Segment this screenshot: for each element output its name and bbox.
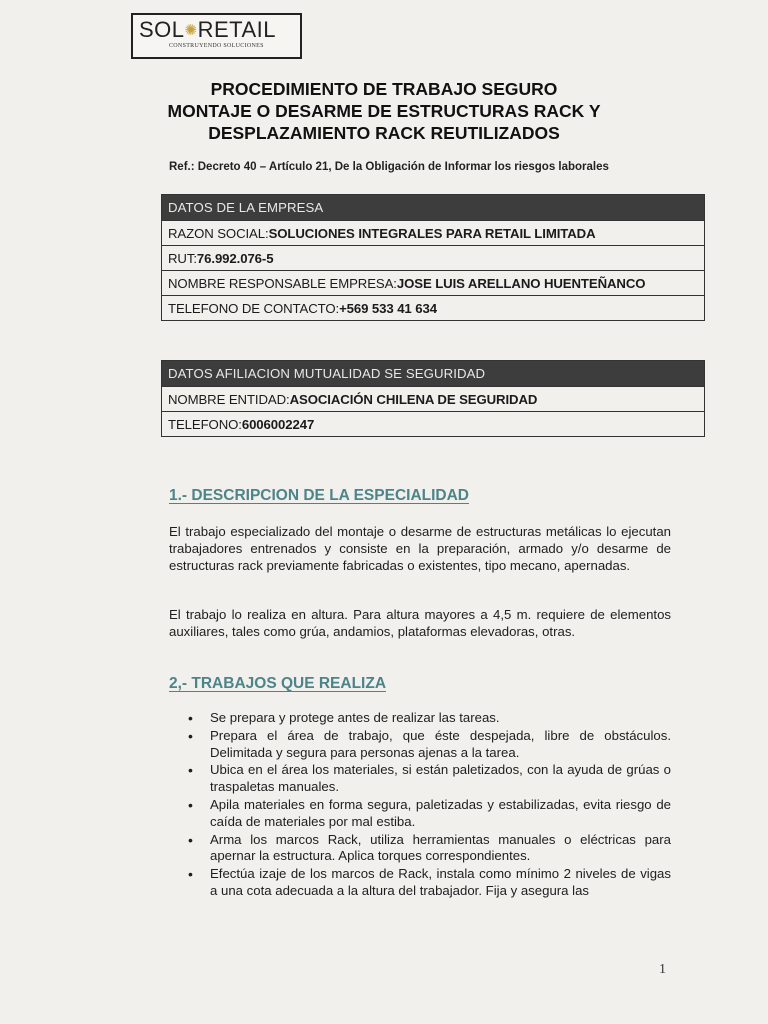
logo-wordmark [139, 17, 276, 44]
field-label: RAZON SOCIAL: [168, 225, 269, 241]
company-data-table [161, 194, 705, 321]
table-row [162, 296, 705, 321]
list-item: • Se prepara y protege antes de realizar las tareas. [169, 710, 671, 727]
table-row [162, 387, 705, 412]
legal-reference: Ref.: Decreto 40 – Artículo 21, De la Obligación de Informar los riesgos laborales [169, 161, 609, 173]
field-value: SOLUCIONES INTEGRALES PARA RETAIL LIMITADA [268, 225, 596, 241]
logo-name-left: SOL [139, 17, 185, 42]
description-paragraph-2: El trabajo lo realiza en altura. Para altura mayores a 4,5 m. requiere de elementos auxiliares, tales como grúa, andamios, plataformas elevadoras, otras. [169, 607, 671, 639]
field-value: ASOCIACIÓN CHILENA DE SEGURIDAD [289, 391, 538, 407]
field-value: 76.992.076-5 [196, 250, 274, 266]
table-row [162, 412, 705, 437]
field-label: RUT: [168, 250, 197, 266]
table-row [162, 271, 705, 296]
company-logo [131, 13, 302, 59]
title-line-2: MONTAJE O DESARME DE ESTRUCTURAS RACK Y [167, 101, 601, 121]
table-row [162, 221, 705, 246]
field-label: TELEFONO DE CONTACTO: [168, 300, 340, 316]
logo-tagline: CONSTRUYENDO SOLUCIONES [169, 43, 264, 49]
field-label: NOMBRE ENTIDAD: [168, 391, 290, 407]
document-title [0, 78, 768, 144]
company-table-header: DATOS DE LA EMPRESA [162, 195, 705, 221]
list-item: • Arma los marcos Rack, utiliza herramientas manuales o eléctricas para apernar la estructura. Aplica torques correspondientes. [169, 832, 671, 866]
list-item: • Apila materiales en forma segura, paletizadas y estabilizadas, evita riesgo de caída de materiales por mal estiba. [169, 797, 671, 831]
logo-name-right: RETAIL [197, 17, 276, 42]
description-paragraph-1: El trabajo especializado del montaje o desarme de estructuras metálicas lo ejecutan trabajadores entrenados y consiste en la preparación, armado y/o desarme de estructuras rack previamente fabricadas o existentes, tipo mecano, apernadas. [169, 524, 671, 573]
list-item: • Prepara el área de trabajo, que éste despejada, libre de obstáculos. Delimitada y segura para personas ajenas a la tarea. [169, 728, 671, 762]
sun-icon: ✺ [184, 22, 198, 39]
mutual-data-table [161, 360, 705, 437]
field-value: JOSE LUIS ARELLANO HUENTEÑANCO [396, 275, 646, 291]
title-line-1: PROCEDIMIENTO DE TRABAJO SEGURO [210, 79, 558, 99]
list-item: • Ubica en el área los materiales, si están paletizados, con la ayuda de grúas o traspaletas manuales. [169, 762, 671, 796]
title-line-3: DESPLAZAMIENTO RACK REUTILIZADOS [208, 123, 560, 143]
list-item: • Efectúa izaje de los marcos de Rack, instala como mínimo 2 niveles de vigas a una cota adecuada a la altura del trabajador. Fija y asegura las [169, 866, 671, 900]
section-heading-description: 1.- DESCRIPCION DE LA ESPECIALIDAD [169, 487, 469, 504]
mutual-table-header: DATOS AFILIACION MUTUALIDAD SE SEGURIDAD [162, 361, 705, 387]
section-heading-tasks: 2,- TRABAJOS QUE REALIZA [169, 675, 387, 692]
page-number: 1 [659, 962, 666, 977]
field-value: +569 533 41 634 [339, 300, 437, 316]
field-label: TELEFONO: [168, 416, 242, 432]
field-label: NOMBRE RESPONSABLE EMPRESA: [168, 275, 397, 291]
field-value: 6006002247 [241, 416, 315, 432]
table-row [162, 246, 705, 271]
task-list [169, 710, 671, 901]
